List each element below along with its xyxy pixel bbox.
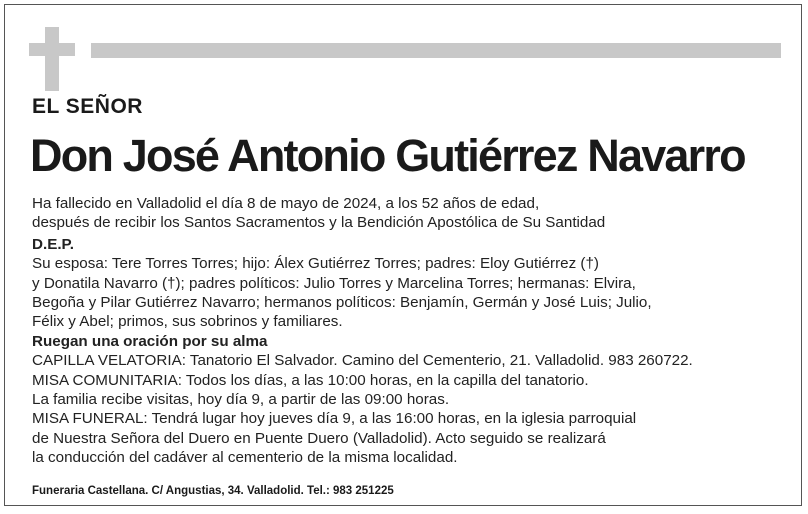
dep-heading: D.E.P. (32, 235, 74, 253)
intro-line: Ha fallecido en Valladolid el día 8 de mayo de 2024, a los 52 años de edad, (32, 195, 540, 212)
cross-horizontal-bar (29, 43, 75, 56)
detail-line: la conducción del cadáver al cementerio de la misma localidad. (32, 449, 458, 467)
obituary-body (32, 194, 792, 468)
decorative-top-bar (91, 43, 781, 58)
detail-line: La familia recibe visitas, hoy día 9, a partir de las 09:00 horas. (32, 391, 450, 409)
detail-line: CAPILLA VELATORIA: Tanatorio El Salvador. Camino del Cementerio, 21. Valladolid. 983 260722. (32, 352, 693, 370)
deceased-name: Don José Antonio Gutiérrez Navarro (30, 130, 745, 181)
intro-line: después de recibir los Santos Sacramentos y la Bendición Apostólica de Su Santidad (32, 214, 606, 232)
family-line: Félix y Abel; primos, sus sobrinos y familiares. (32, 313, 343, 331)
cross-vertical-bar (45, 27, 59, 91)
family-line: Su esposa: Tere Torres Torres; hijo: Álex Gutiérrez Torres; padres: Eloy Gutiérrez (†) (32, 255, 599, 273)
honorific-label: EL SEÑOR (32, 95, 143, 118)
detail-line: MISA FUNERAL: Tendrá lugar hoy jueves día 9, a las 16:00 horas, en la iglesia parroquial (32, 410, 637, 428)
detail-line: de Nuestra Señora del Duero en Puente Duero (Valladolid). Acto seguido se realizará (32, 429, 606, 447)
family-line: Begoña y Pilar Gutiérrez Navarro; hermanos políticos: Benjamín, Germán y José Luis; Julio, (32, 294, 652, 312)
funeral-home-footer: Funeraria Castellana. C/ Angustias, 34. Valladolid. Tel.: 983 251225 (32, 485, 394, 497)
detail-line: MISA COMUNITARIA: Todos los días, a las 10:00 horas, en la capilla del tanatorio. (32, 371, 589, 389)
prayer-heading: Ruegan una oración por su alma (32, 332, 268, 350)
cross-icon (29, 27, 77, 91)
family-line: y Donatila Navarro (†); padres políticos: Julio Torres y Marcelina Torres; hermanas: Elvira, (32, 274, 636, 292)
